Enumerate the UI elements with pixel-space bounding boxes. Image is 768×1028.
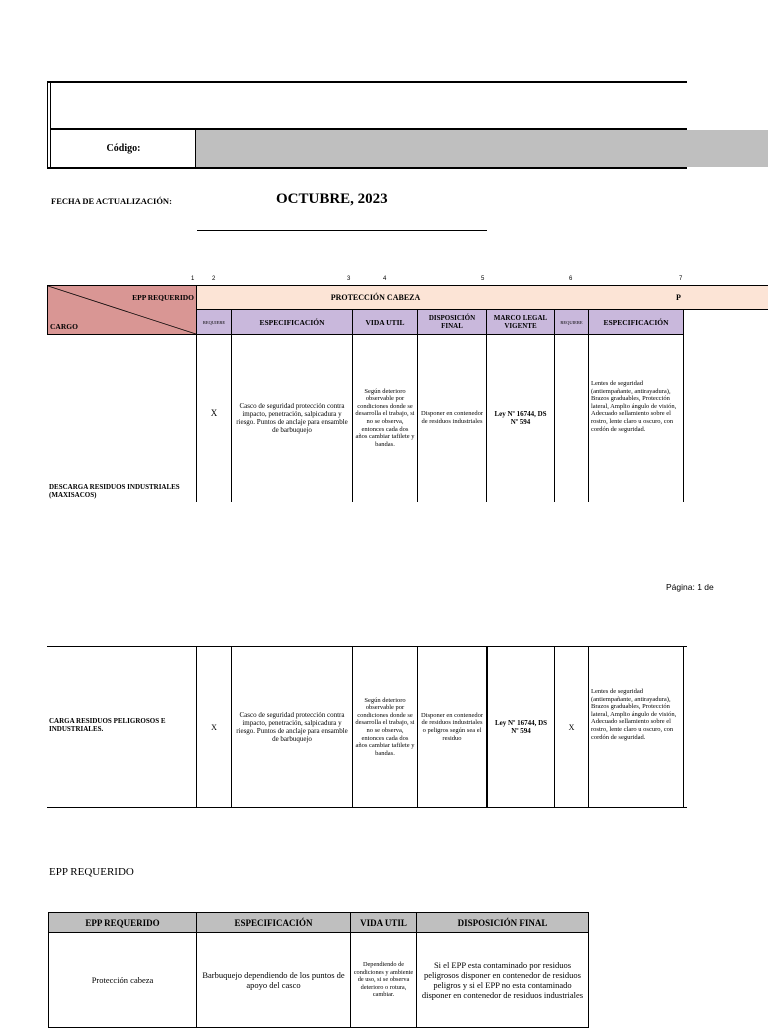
col-especificacion-2-label: ESPECIFICACIÓN (603, 317, 669, 327)
row-especificacion: Casco de seguridad protección contra impacto, penetración, salpicadura y riesgo. Puntos de anclaje para ensamble de barbuquejo (232, 647, 353, 807)
page-number: Página: 1 de (666, 582, 714, 592)
row-requiere-mark: X (210, 408, 218, 418)
row-requiere-mark: X (211, 722, 217, 732)
col-number: 6 (569, 276, 573, 282)
update-underline (197, 230, 487, 231)
col-marco-legal (486, 309, 555, 335)
row-especificacion-2: Lentes de seguridad (antiempañante, antirayadura), Brazos graduables, Protección lateral, Amplio ángulo de visión, Adecuado sellamiento sobre el rostro, lente claro u oscuro, con cordón de seguridad. (589, 647, 684, 807)
row-vida-util: Según deterioro observable por condiciones donde se desarrolla el trabajo, si no se observa, entonces cada dos años cambiar tafilete y bandas. (353, 334, 418, 502)
col-number: 7 (679, 276, 683, 282)
table2-epp: Protección cabeza (48, 932, 197, 1028)
row2-requiere2-cell (555, 647, 589, 807)
table2-header-epp: EPP REQUERIDO (48, 912, 197, 933)
row1-requiere2-cell (555, 334, 589, 502)
row-vida-util: Según deterioro observable por condiciones donde se desarrolla el trabajo, si no se observa, entonces cada dos años cambiar tafilete y bandas. (353, 647, 418, 807)
update-label: FECHA DE ACTUALIZACIÓN: (51, 196, 172, 206)
col-marco-legal-label: MARCO LEGAL VIGENTE (493, 314, 548, 330)
col-vida-util-label: VIDA UTIL (365, 317, 405, 327)
col-disposicion-label: DISPOSICIÓN FINAL (428, 314, 476, 330)
matrix-row-2 (47, 646, 687, 808)
table2-disposicion: Si el EPP esta contaminado por residuos peligrosos disponer en contenedor de residuos peligros y si el EPP no esta contaminado disponer en contenedor de residuos industriales (416, 932, 589, 1028)
col-number: 4 (383, 276, 387, 282)
col-requiere-label: REQUIERE (202, 319, 226, 325)
update-value: OCTUBRE, 2023 (276, 191, 388, 207)
col-number: 1 (191, 276, 195, 282)
col-number: 3 (347, 276, 351, 282)
table2-header-disposicion: DISPOSICIÓN FINAL (416, 912, 589, 933)
header-bottom-border (47, 167, 687, 169)
row-marco-legal: Ley Nº 16744, DS Nº 594 (487, 334, 555, 502)
row-especificacion-2: Lentes de seguridad (antiempañante, antirayadura), Brazos graduables, Protección lateral, Amplio ángulo de visión, Adecuado sellamiento sobre el rostro, lente claro u oscuro, con cordón de seguridad. (589, 334, 684, 502)
group-header-next (554, 285, 768, 310)
col-especificacion (231, 309, 353, 335)
document-header (47, 81, 687, 169)
row-requiere2-mark: X (568, 722, 575, 732)
row2-requiere-cell (196, 647, 232, 807)
row1-requiere-cell (196, 334, 232, 502)
header-top-border (47, 81, 687, 83)
corner-bottom-label: CARGO (50, 322, 78, 331)
col-especificacion-label: ESPECIFICACIÓN (259, 317, 325, 327)
col-requiere (196, 309, 232, 335)
col-requiere-2 (554, 309, 589, 335)
row-disposicion: Disponer en contenedor de residuos industriales (418, 334, 487, 502)
code-label: Código: (106, 143, 141, 154)
table2-especificacion: Barbuquejo dependiendo de los puntos de apoyo del casco (196, 932, 351, 1028)
matrix-row-1 (47, 334, 687, 502)
table2-header-vida-util: VIDA UTIL (350, 912, 417, 933)
matrix-corner-cell (47, 285, 197, 335)
row-especificacion: Casco de seguridad protección contra impacto, penetración, salpicadura y riesgo. Puntos de anclaje para ensamble de barbuquejo (232, 334, 353, 502)
section-title: EPP REQUERIDO (49, 866, 134, 878)
epp-table (48, 912, 589, 1024)
row-disposicion: Disponer en contenedor de residuos industriales o peligros según sea el residuo (418, 647, 487, 807)
code-value-field (196, 130, 768, 167)
group-header-next-label: P (676, 293, 681, 302)
corner-top-label: EPP REQUERIDO (132, 293, 194, 302)
col-requiere-2-label: REQUIERE (560, 319, 583, 325)
col-vida-util (352, 309, 418, 335)
col-especificacion-2 (588, 309, 684, 335)
col-disposicion (417, 309, 487, 335)
col-number: 5 (481, 276, 485, 282)
col-number: 2 (212, 276, 216, 282)
table2-vida-util: Dependiendo de condiciones y ambiente de uso, si se observa deterioro o rotura, cambiar. (350, 932, 417, 1028)
row-cargo: CARGA RESIDUOS PELIGROSOS E INDUSTRIALES. (49, 717, 166, 733)
row-cargo: DESCARGA RESIDUOS INDUSTRIALES (MAXISACOS) (49, 483, 180, 499)
table2-header-especificacion: ESPECIFICACIÓN (196, 912, 351, 933)
row-marco-legal: Ley Nº 16744, DS Nº 594 (487, 646, 555, 808)
group-header-head: PROTECCIÓN CABEZA (196, 285, 555, 310)
